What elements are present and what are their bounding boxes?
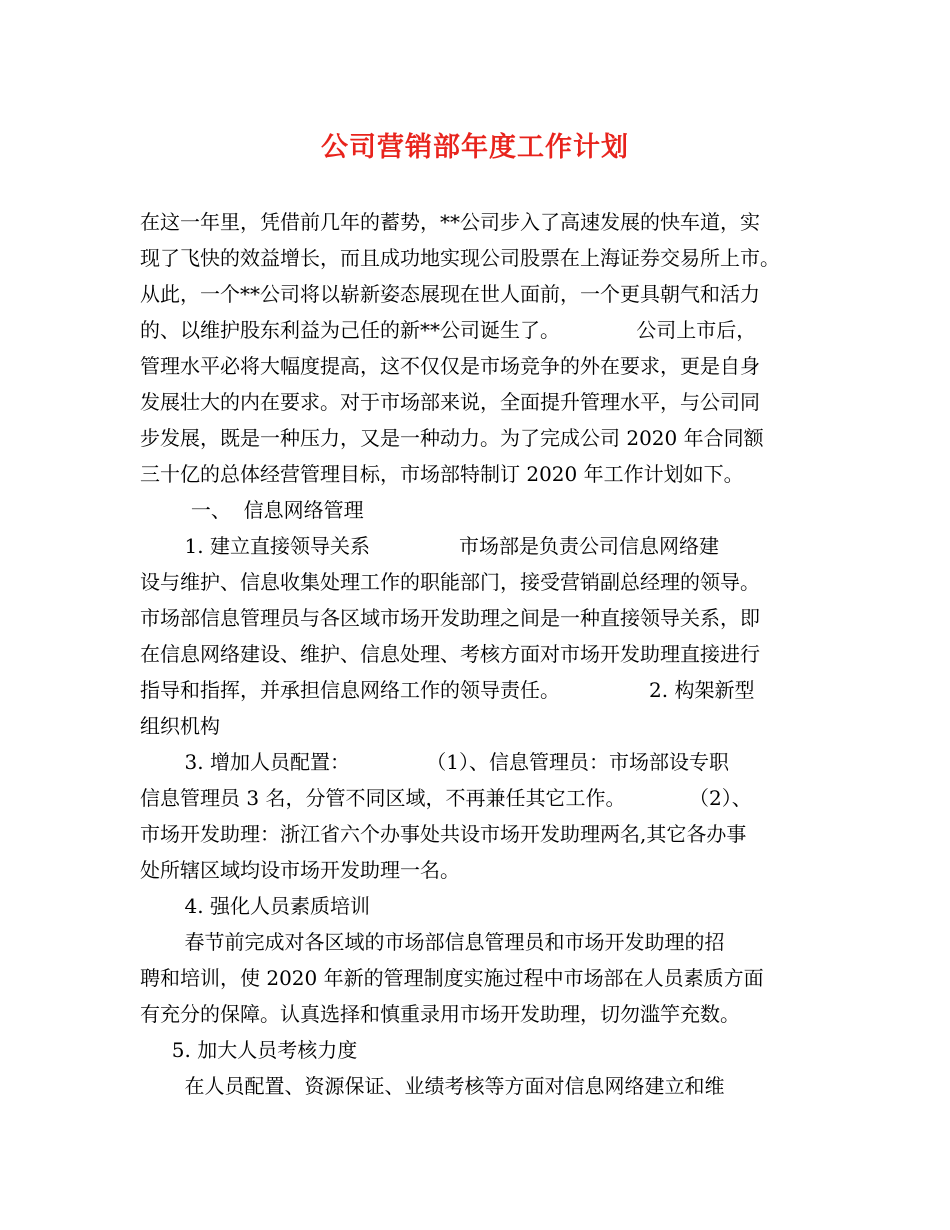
body-line: 春节前完成对各区域的市场部信息管理员和市场开发助理的招: [140, 930, 725, 954]
section-heading: 一、 信息网络管理: [140, 498, 364, 522]
body-line: 三十亿的总体经营管理目标，市场部特制订 2020 年工作计划如下。: [140, 462, 744, 486]
body-line: 处所辖区域均设市场开发助理一名。: [140, 858, 460, 882]
body-line: 在信息网络建设、维护、信息处理、考核方面对市场开发助理直接进行: [140, 642, 760, 666]
body-line: 聘和培训，使 2020 年新的管理制度实施过程中市场部在人员素质方面: [140, 966, 764, 990]
body-line: 信息管理员 3 名，分管不同区域，不再兼任其它工作。 （2）、: [140, 786, 752, 810]
body-line: 组织机构: [140, 714, 220, 738]
body-line: 在这一年里，凭借前几年的蓄势，**公司步入了高速发展的快车道，实: [140, 210, 760, 234]
body-line: 市场开发助理：浙江省六个办事处共设市场开发助理两名,其它各办事: [140, 822, 747, 846]
subsection-heading: 4. 强化人员素质培训: [140, 894, 370, 918]
body-line: 指导和指挥，并承担信息网络工作的领导责任。 2. 构架新型: [140, 678, 755, 702]
document-title: 公司营销部年度工作计划: [321, 132, 629, 163]
body-line: 管理水平必将大幅度提高，这不仅仅是市场竞争的外在要求，更是自身: [140, 354, 760, 378]
body-line: 步发展，既是一种压力，又是一种动力。为了完成公司 2020 年合同额: [140, 426, 764, 450]
body-line: 从此，一个**公司将以崭新姿态展现在世人面前，一个更具朝气和活力: [140, 282, 760, 306]
body-line: 有充分的保障。认真选择和慎重录用市场开发助理，切勿滥竽充数。: [140, 1002, 740, 1026]
body-line: 现了飞快的效益增长，而且成功地实现公司股票在上海证券交易所上市。: [140, 246, 780, 270]
body-line: 1. 建立直接领导关系 市场部是负责公司信息网络建: [140, 534, 719, 558]
body-line: 设与维护、信息收集处理工作的职能部门，接受营销副总经理的领导。: [140, 570, 760, 594]
body-line: 在人员配置、资源保证、业绩考核等方面对信息网络建立和维: [140, 1074, 725, 1098]
body-line: 3. 增加人员配置： （1）、信息管理员：市场部设专职: [140, 750, 729, 774]
subsection-heading: 5. 加大人员考核力度: [140, 1038, 358, 1062]
body-line: 的、以维护股东利益为己任的新**公司诞生了。 公司上市后，: [140, 318, 757, 342]
body-line: 市场部信息管理员与各区域市场开发助理之间是一种直接领导关系，即: [140, 606, 760, 630]
body-line: 发展壮大的内在要求。对于市场部来说，全面提升管理水平，与公司同: [140, 390, 760, 414]
